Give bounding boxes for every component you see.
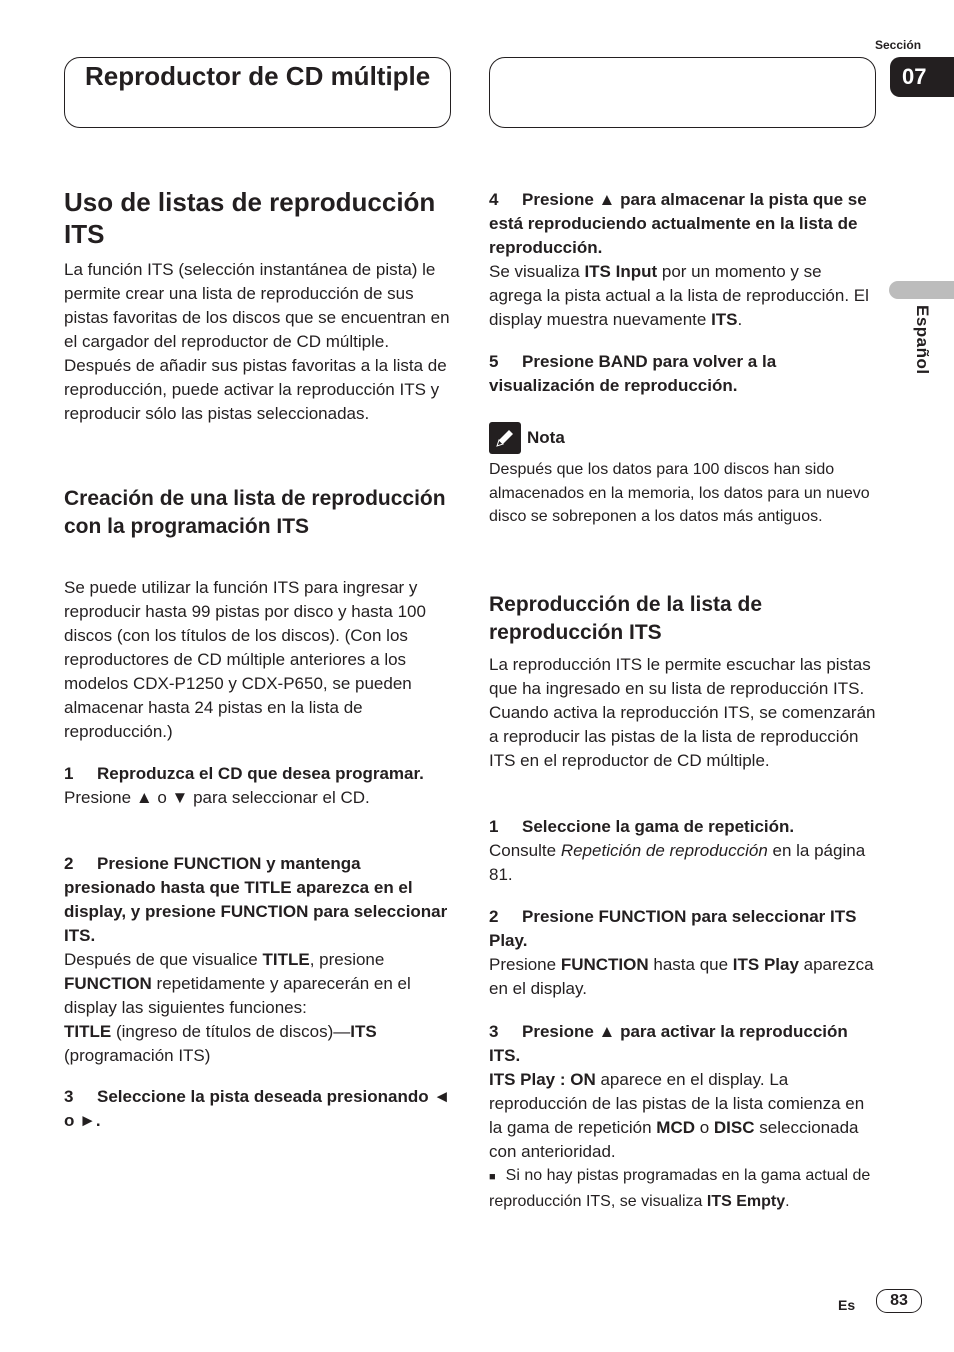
display-term: MCD: [656, 1118, 695, 1137]
section-title: Uso de listas de reproducción ITS: [64, 187, 436, 249]
bullet-note: [489, 1164, 879, 1213]
display-term: ITS Empty: [706, 1192, 786, 1210]
display-term: ITS Play: [732, 955, 799, 974]
step-text: Seleccione la gama de repetición.: [522, 817, 795, 836]
step-heading: [489, 1020, 879, 1068]
step-number: 2: [64, 854, 74, 873]
page-number: 83: [876, 1289, 922, 1313]
text-run: seleccionada con anterioridad.: [489, 1118, 859, 1161]
text-run: aparezca en el display.: [489, 955, 874, 998]
text-run: repetidamente y aparecerán en el display las siguientes funciones:: [64, 974, 411, 1017]
step-text: Presione ▲ para almacenar la pista que se está reproduciendo actualmente en la lista de reproducción.: [489, 190, 867, 257]
text-run: o: [695, 1118, 714, 1137]
display-term: TITLE: [262, 950, 310, 969]
language-tab: [889, 281, 954, 299]
step-heading: [489, 350, 879, 398]
text-run: , presione: [309, 950, 385, 969]
text-run: Presione: [489, 955, 561, 974]
text-run: .: [785, 1192, 790, 1210]
display-term: ITS: [350, 1022, 377, 1041]
bullet-icon: ■: [489, 1171, 496, 1183]
step-heading: [64, 762, 454, 786]
button-term: FUNCTION: [64, 974, 152, 993]
step-body: [489, 260, 879, 332]
step-text: Reproduzca el CD que desea programar.: [97, 764, 424, 783]
step-heading: [64, 1085, 454, 1133]
text-run: Se visualiza: [489, 262, 585, 281]
section-number-badge: 07: [890, 57, 954, 97]
display-term: ITS Input: [584, 262, 658, 281]
subsection-title: Creación de una lista de reproducción con la programación ITS: [64, 487, 446, 538]
display-term: DISC: [713, 1118, 755, 1137]
step-text: Presione FUNCTION y mantenga presionado hasta que TITLE aparezca en el display, y presione FUNCTION para seleccionar ITS.: [64, 854, 448, 945]
text-run: Si no hay pistas programadas en la gama actual de reproducción ITS, se visualiza: [489, 1167, 871, 1210]
note-title: Nota: [527, 428, 565, 447]
subsection-intro: Se puede utilizar la función ITS para ingresar y reproducir hasta 99 pistas por disco y hasta 100 discos (con los títulos de los discos). (Con los reproductores de CD múltiple anteriores a los modelos CDX-P1250 y CDX-P650, se pueden almacenar hasta 24 pistas en la lista de reproducción.): [64, 578, 426, 741]
step-text: Presione FUNCTION para seleccionar ITS Play.: [489, 907, 857, 950]
step-number: 3: [64, 1087, 74, 1106]
step-heading: [489, 188, 879, 260]
step-number: 1: [489, 817, 499, 836]
step-body: [489, 839, 879, 887]
step-body: [489, 1068, 879, 1164]
step-heading: [64, 852, 454, 948]
display-term: ITS Play : ON: [489, 1070, 596, 1089]
text-run: Después de que visualice: [64, 950, 263, 969]
text-run: aparece en el display. La reproducción de las pistas de la lista comienza en la gama de repetición: [489, 1070, 865, 1137]
text-run: (programación ITS): [64, 1046, 211, 1065]
button-term: FUNCTION: [560, 955, 649, 974]
step-number: 1: [64, 764, 74, 783]
note-heading: [489, 422, 879, 454]
text-run: hasta que: [648, 955, 733, 974]
step-number: 4: [489, 190, 499, 209]
step-text: Presione BAND para volver a la visualización de reproducción.: [489, 352, 777, 395]
cross-reference: Repetición de reproducción: [560, 841, 768, 860]
chapter-header-box: [64, 57, 451, 128]
intro-paragraph: La función ITS (selección instantánea de pista) le permite crear una lista de reproducción de sus pistas favoritas de los discos que se encuentran en el cargador del reproductor de CD múltiple. Después de añadir sus pistas favoritas a la lista de reproducción, puede activar la reproducción ITS y reproducir sólo las pistas seleccionadas.: [64, 260, 450, 423]
text-run: Consulte: [489, 841, 561, 860]
step-body: [64, 948, 454, 1020]
text-run: en la página 81.: [489, 841, 866, 884]
subsection-title: Reproducción de la lista de reproducción ITS: [489, 593, 763, 644]
step-number: 3: [489, 1022, 499, 1041]
step-number: 2: [489, 907, 499, 926]
language-label: Español: [913, 305, 932, 375]
text-run: .: [737, 310, 743, 329]
display-term: ITS: [711, 310, 738, 329]
footer-language-code: Es: [838, 1297, 856, 1313]
pencil-icon: [489, 422, 521, 454]
step-heading: [489, 815, 879, 839]
header-empty-box: [489, 57, 876, 128]
text-run: (ingreso de títulos de discos)—: [111, 1022, 351, 1041]
step-body: [489, 953, 879, 1001]
note-body: Después que los datos para 100 discos han sido almacenados en la memoria, los datos para un nuevo disco se sobreponen a los datos más antiguos.: [489, 461, 870, 525]
step-heading: [489, 905, 879, 953]
text-run: por un momento y se agrega la pista actual a la lista de reproducción. El display muestra nuevamente: [489, 262, 869, 329]
step-function-list: [64, 1020, 454, 1068]
step-text: Presione ▲ para activar la reproducción ITS.: [489, 1022, 848, 1065]
subsection-intro: La reproducción ITS le permite escuchar las pistas que ha ingresado en su lista de reproducción ITS. Cuando activa la reproducción ITS, se comenzarán a reproducir las pistas de la lista de reproducción ITS en el reproductor de CD múltiple.: [489, 655, 876, 770]
chapter-title: Reproductor de CD múltiple: [85, 61, 431, 91]
step-body: Presione ▲ o ▼ para seleccionar el CD.: [64, 788, 370, 807]
display-term: TITLE: [64, 1022, 112, 1041]
step-text: Seleccione la pista deseada presionando ◄ o ►.: [64, 1087, 451, 1130]
step-number: 5: [489, 352, 499, 371]
section-label: Sección: [875, 38, 922, 52]
